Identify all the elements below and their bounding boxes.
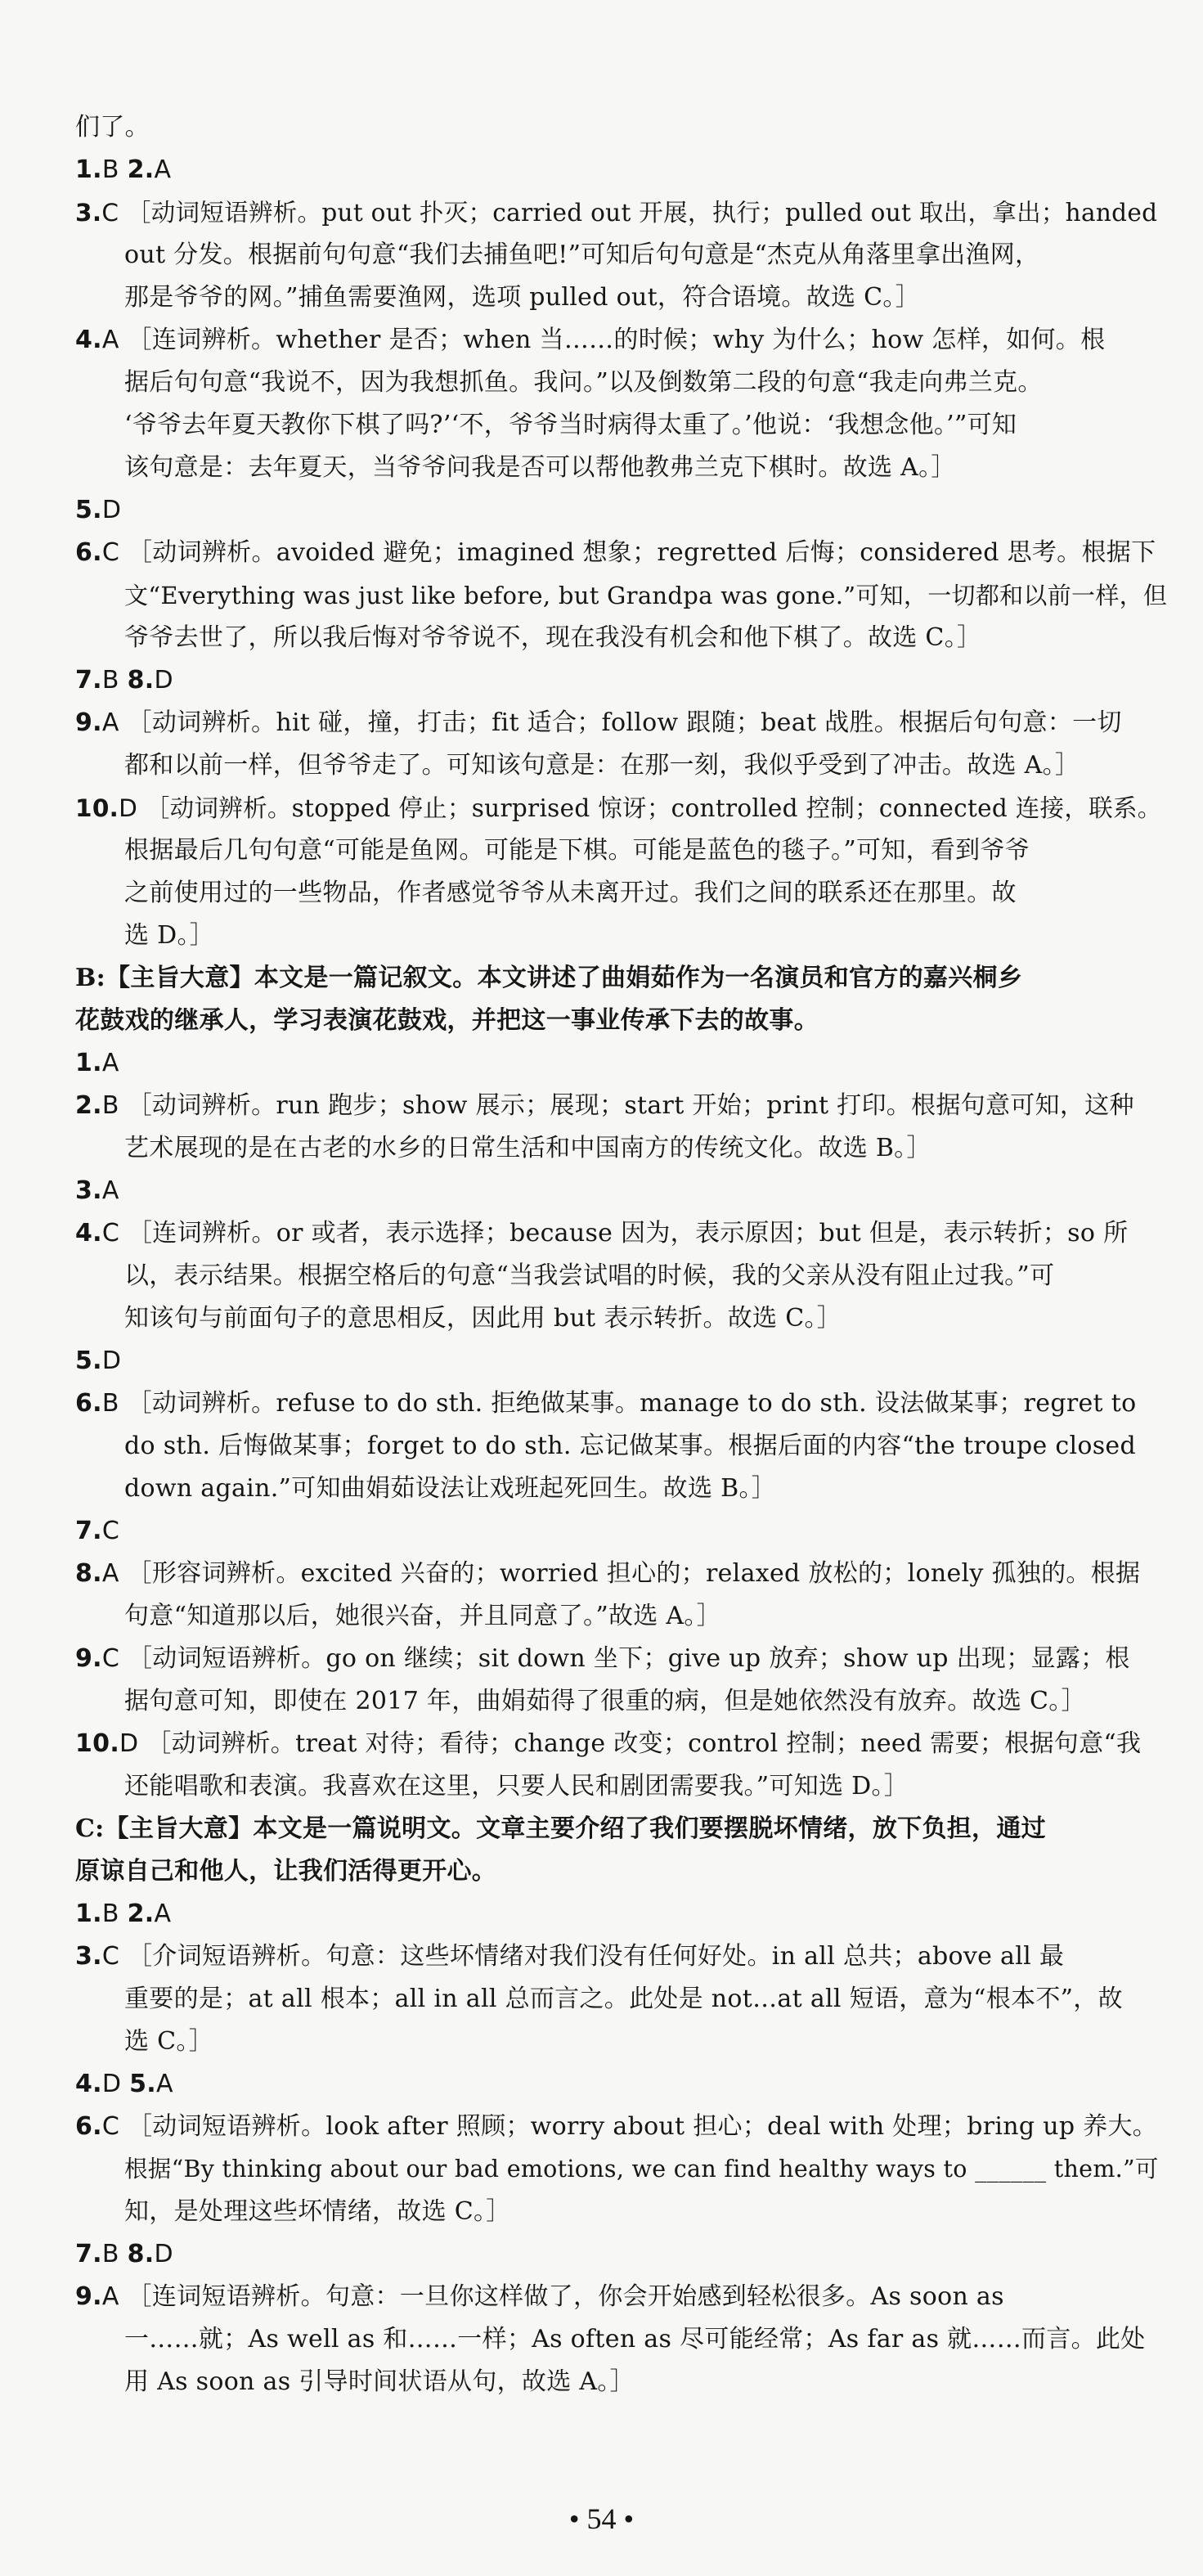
answer-item-line	[75, 532, 1171, 574]
explanation-line	[75, 2191, 1171, 2233]
explanation-text: 爷爷去世了，所以我后悔对爷爷说不，现在我没有机会和他下棋了。故选 C。］	[124, 623, 982, 652]
explanation-line	[75, 744, 1171, 787]
question-number: 3.	[75, 199, 102, 227]
answer-item-line	[75, 1723, 1171, 1765]
explanation-text: 根据“By thinking about our bad emotions, we can find healthy ways to ______ them.”可	[124, 2156, 1159, 2183]
answer-letter: D	[119, 794, 138, 822]
question-number: 8.	[127, 666, 155, 695]
explanation-line	[75, 1255, 1171, 1297]
explanation-text: 以，表示结果。根据空格后的句意“当我尝试唱的时候，我的父亲从没有阻止过我。”可	[124, 1261, 1055, 1290]
answer-item-line	[75, 191, 1171, 234]
explanation-line	[75, 872, 1171, 915]
explanation-text: 选 D。］	[124, 921, 215, 950]
explanation-line	[75, 2148, 1171, 2191]
explanation-text: 知该句与前面句子的意思相反，因此用 but 表示转折。故选 C。］	[124, 1304, 842, 1333]
section-heading-text: B:【主旨大意】本文是一篇记叙文。本文讲述了曲娟茹作为一名演员和官方的嘉兴桐乡	[75, 964, 1023, 992]
explanation-text: ［介词短语辨析。句意：这些坏情绪对我们没有任何好处。in all 总共；above all 最	[127, 1942, 1065, 1971]
answer-item-line	[75, 702, 1171, 744]
explanation-text: 之前使用过的一些物品，作者感觉爷爷从未离开过。我们之间的联系还在那里。故	[124, 879, 1017, 907]
explanation-text: ［动词辨析。refuse to do sth. 拒绝做某事。manage to do sth. 设法做某事；regret to	[127, 1389, 1137, 1418]
explanation-line	[75, 1595, 1171, 1638]
explanation-line	[75, 1978, 1171, 2021]
answer-letter: C	[101, 199, 119, 227]
explanation-text: 据句意可知，即使在 2017 年，曲娟茹得了很重的病，但是她依然没有放弃。故选 C。］	[124, 1687, 1086, 1715]
section-heading-line	[75, 1808, 1171, 1850]
answer-item-line	[75, 1935, 1171, 1978]
question-number: 8.	[75, 1559, 102, 1588]
answer-letter: D	[101, 1346, 122, 1375]
question-number: 7.	[75, 666, 102, 695]
explanation-text: 该句意是：去年夏天，当爷爷问我是否可以帮他教弗兰克下棋时。故选 A。］	[124, 453, 956, 482]
explanation-line	[75, 2318, 1171, 2361]
answer-item-line	[75, 319, 1171, 362]
answer-item-line	[75, 1553, 1171, 1595]
answer-item-line	[75, 1638, 1171, 1680]
explanation-text: ［形容词辨析。excited 兴奋的；worried 担心的；relaxed 放松的；lonely 孤独的。根据	[127, 1559, 1141, 1588]
explanation-text: ［动词辨析。stopped 停止；surprised 惊讶；controlled 控制；connected 连接，联系。	[145, 794, 1162, 822]
question-number: 4.	[75, 2070, 102, 2098]
question-number: 5.	[129, 2070, 156, 2098]
explanation-line	[75, 1127, 1171, 1170]
answer-item-line	[75, 2106, 1171, 2148]
explanation-line	[75, 276, 1171, 319]
explanation-text: 还能唱歌和表演。我喜欢在这里，只要人民和剧团需要我。”可知选 D。］	[124, 1772, 909, 1801]
answer-item-line	[75, 1340, 1171, 1382]
explanation-line	[75, 574, 1171, 617]
question-number: 7.	[75, 1517, 102, 1545]
explanation-text: 据后句句意“我说不，因为我想抓鱼。我问。”以及倒数第二段的句意“我走向弗兰克。	[124, 368, 1043, 397]
answer-letter: A	[101, 1176, 119, 1205]
explanation-text: ［连词短语辨析。句意：一旦你这样做了，你会开始感到轻松很多。As soon as	[127, 2282, 1004, 2311]
answer-item-line	[75, 149, 1171, 191]
answer-letter: B	[101, 2240, 119, 2268]
answer-letter: C	[101, 2112, 120, 2141]
explanation-text: 都和以前一样，但爷爷走了。可知该句意是：在那一刻，我似乎受到了冲击。故选 A。］	[124, 751, 1080, 780]
answer-letter: B	[101, 155, 119, 184]
explanation-text: 那是爷爷的网。”捕鱼需要渔网，选项 pulled out，符合语境。故选 C。］	[124, 283, 921, 312]
question-number: 2.	[127, 155, 155, 184]
question-number: 4.	[75, 1219, 102, 1248]
answer-item-line	[75, 787, 1171, 829]
explanation-text: 艺术展现的是在古老的水乡的日常生活和中国南方的传统文化。故选 B。］	[124, 1134, 931, 1162]
question-number: 3.	[75, 1942, 102, 1971]
explanation-text: 们了。	[75, 113, 150, 142]
section-heading-line	[75, 957, 1171, 1000]
section-heading-text: C:【主旨大意】本文是一篇说明文。文章主要介绍了我们要摆脱坏情绪，放下负担，通过	[75, 1814, 1046, 1843]
question-number: 1.	[75, 1049, 102, 1077]
answer-item-line	[75, 1170, 1171, 1212]
explanation-line	[75, 1425, 1171, 1468]
question-number: 2.	[127, 1899, 155, 1928]
explanation-line	[75, 617, 1171, 659]
explanation-line	[75, 2021, 1171, 2063]
answer-letter: C	[101, 1219, 120, 1248]
answer-letter: D	[154, 2240, 173, 2268]
answer-item-line	[75, 2276, 1171, 2318]
explanation-text: 一……就；As well as 和……一样；As often as 尽可能经常；As far as 就……而言。此处	[124, 2325, 1146, 2353]
answer-item-line	[75, 1510, 1171, 1553]
question-number: 3.	[75, 1176, 102, 1205]
answer-item-line	[75, 1212, 1171, 1255]
explanation-line	[75, 915, 1171, 957]
answer-item-line	[75, 1085, 1171, 1127]
question-number: 9.	[75, 1644, 102, 1673]
explanation-text: out 分发。根据前句句意“我们去捕鱼吧!”可知后句句意是“杰克从角落里拿出渔网，	[124, 241, 1040, 269]
answer-item-line	[75, 489, 1171, 532]
answer-letter: A	[101, 326, 119, 354]
section-heading-text: 花鼓戏的继承人，学习表演花鼓戏，并把这一事业传承下去的故事。	[75, 1006, 819, 1035]
explanation-line	[75, 404, 1171, 447]
section-heading-line	[75, 1000, 1171, 1042]
answer-item-line	[75, 2233, 1171, 2276]
explanation-text: ［动词辨析。treat 对待；看待；change 改变；control 控制；need 需要；根据句意“我	[146, 1729, 1142, 1758]
answer-letter: A	[101, 708, 119, 737]
answer-letter: C	[101, 1517, 120, 1545]
answer-letter: C	[101, 1942, 120, 1971]
section-heading-text: 原谅自己和他人，让我们活得更开心。	[75, 1857, 497, 1886]
explanation-text: ‘爷爷去年夏天教你下棋了吗?’‘不，爷爷当时病得太重了。’他说：‘我想念他。’”可知	[124, 411, 1017, 439]
explanation-text: down again.”可知曲娟茹设法让戏班起死回生。故选 B。］	[124, 1474, 777, 1503]
explanation-text: ［动词辨析。hit 碰，撞，打击；fit 适合；follow 跟随；beat 战胜。根据后句句意：一切	[127, 708, 1122, 737]
answer-letter: B	[101, 1899, 119, 1928]
explanation-text: 句意“知道那以后，她很兴奋，并且同意了。”故选 A。］	[124, 1602, 721, 1630]
explanation-line	[75, 1297, 1171, 1340]
explanation-line	[75, 234, 1171, 276]
explanation-text: ［动词短语辨析。go on 继续；sit down 坐下；give up 放弃；show up 出现；显露；根	[127, 1644, 1130, 1673]
answer-letter: A	[101, 2282, 119, 2311]
question-number: 6.	[75, 2112, 102, 2141]
answer-letter: D	[101, 496, 122, 524]
answer-letter: D	[119, 1729, 139, 1758]
question-number: 5.	[75, 496, 102, 524]
answer-item-line	[75, 659, 1171, 702]
explanation-line	[75, 1765, 1171, 1808]
question-number: 2.	[75, 1091, 102, 1120]
question-number: 9.	[75, 2282, 102, 2311]
answer-letter: B	[101, 1091, 119, 1120]
explanation-text: ［连词辨析。whether 是否；when 当……的时候；why 为什么；how 怎样，如何。根	[127, 326, 1106, 354]
explanation-text: ［动词短语辨析。look after 照顾；worry about 担心；deal with 处理；bring up 养大。	[127, 2112, 1158, 2141]
answer-content	[75, 106, 1171, 2403]
explanation-text: 知，是处理这些坏情绪，故选 C。］	[124, 2197, 511, 2226]
explanation-line	[75, 106, 1171, 149]
answer-letter: A	[101, 1559, 119, 1588]
answer-letter: C	[101, 538, 120, 567]
answer-letter: D	[101, 2070, 122, 2098]
explanation-line	[75, 1680, 1171, 1723]
answer-letter: A	[156, 2070, 173, 2098]
answer-item-line	[75, 2063, 1171, 2106]
question-number: 1.	[75, 155, 102, 184]
answer-letter: B	[101, 1389, 119, 1418]
explanation-text: 根据最后几句句意“可能是鱼网。可能是下棋。可能是蓝色的毯子。”可知，看到爷爷	[124, 836, 1030, 865]
explanation-line	[75, 829, 1171, 872]
explanation-text: ［动词辨析。avoided 避免；imagined 想象；regretted 后悔；considered 思考。根据下	[127, 538, 1156, 567]
question-number: 1.	[75, 1899, 102, 1928]
explanation-line	[75, 2361, 1171, 2403]
answer-letter: A	[154, 155, 172, 184]
explanation-text: 选 C。］	[124, 2027, 213, 2056]
answer-letter: D	[154, 666, 173, 695]
explanation-line	[75, 1468, 1171, 1510]
section-heading-line	[75, 1850, 1171, 1893]
question-number: 4.	[75, 326, 102, 354]
page-number: • 54 •	[568, 2502, 635, 2535]
explanation-text: 用 As soon as 引导时间状语从句，故选 A。］	[124, 2367, 635, 2396]
answer-letter: B	[101, 666, 119, 695]
question-number: 10.	[75, 794, 119, 822]
answer-letter: A	[101, 1049, 119, 1077]
explanation-text: ［动词短语辨析。put out 扑灭；carried out 开展，执行；pulled out 取出，拿出；handed	[126, 199, 1158, 227]
question-number: 9.	[75, 708, 102, 737]
explanation-text: ［动词辨析。run 跑步；show 展示；展现；start 开始；print 打印。根据句意可知，这种	[127, 1091, 1134, 1120]
answer-letter: C	[101, 1644, 120, 1673]
question-number: 6.	[75, 1389, 102, 1418]
question-number: 10.	[75, 1729, 120, 1758]
question-number: 8.	[127, 2240, 155, 2268]
question-number: 7.	[75, 2240, 102, 2268]
question-number: 5.	[75, 1346, 102, 1375]
explanation-text: do sth. 后悔做某事；forget to do sth. 忘记做某事。根据后面的内容“the troupe closed	[124, 1432, 1136, 1460]
answer-item-line	[75, 1893, 1171, 1935]
explanation-line	[75, 362, 1171, 404]
question-number: 6.	[75, 538, 102, 567]
explanation-text: 文“Everything was just like before, but Grandpa was gone.”可知，一切都和以前一样，但	[124, 582, 1168, 609]
explanation-text: 重要的是；at all 根本；all in all 总而言之。此处是 not…at all 短语，意为“根本不”，故	[124, 1985, 1123, 2013]
explanation-text: ［连词辨析。or 或者，表示选择；because 因为，表示原因；but 但是，表示转折；so 所	[127, 1219, 1129, 1248]
answer-item-line	[75, 1382, 1171, 1425]
explanation-line	[75, 447, 1171, 489]
answer-item-line	[75, 1042, 1171, 1085]
answer-letter: A	[154, 1899, 172, 1928]
